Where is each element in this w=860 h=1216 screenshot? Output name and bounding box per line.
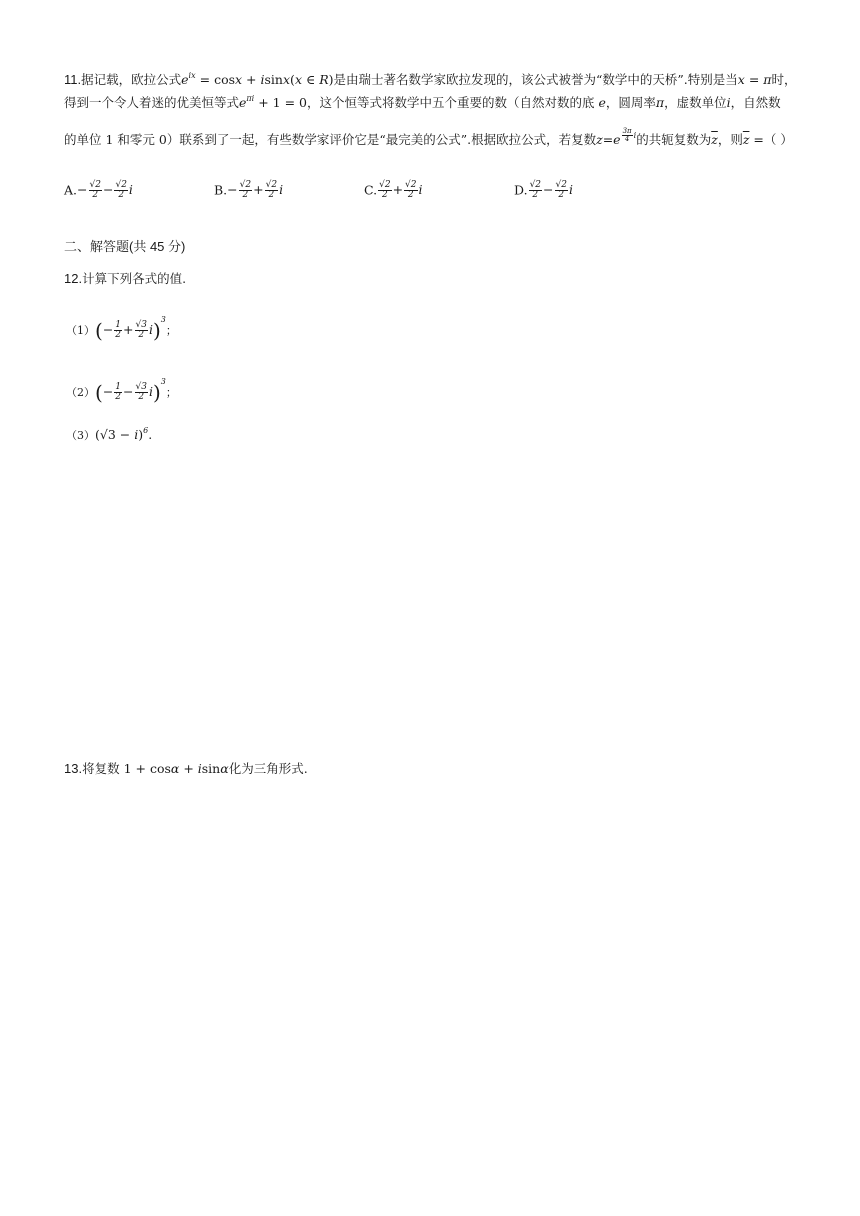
math-e: e — [594, 95, 606, 110]
q11-text: ，则 — [717, 131, 743, 147]
q11-text: ，自然数 — [730, 95, 781, 110]
item-end: . — [148, 427, 153, 442]
math-i: i — [726, 95, 731, 110]
answer-blank: （ ） — [763, 131, 793, 147]
q12-item-3 — [66, 427, 152, 442]
option-label: C. — [364, 182, 378, 198]
option-c[interactable] — [364, 181, 423, 201]
q11-text: ，虚数单位 — [664, 95, 727, 110]
q12-text: 计算下列各式的值. — [82, 271, 187, 286]
item-end: ； — [165, 324, 177, 337]
option-label: D. — [514, 182, 528, 198]
q12-item-2 — [66, 378, 177, 403]
math-z-bar: $\overline{z}$ — [711, 131, 718, 147]
q11-text: 据记载，欧拉公式 — [81, 72, 182, 87]
q11-line-1 — [64, 72, 797, 87]
option-label: A. — [64, 182, 78, 198]
q11-text: 得到一个令人着迷的优美恒等式 — [64, 95, 240, 110]
q11-line-2 — [64, 95, 781, 110]
q13-text: 化为三角形式. — [228, 761, 308, 776]
item-label: （3） — [66, 429, 95, 442]
option-a[interactable] — [64, 181, 133, 201]
q13-stem — [64, 762, 308, 776]
item-expression: $(√3 - i)^6$ — [95, 426, 149, 442]
q11-line-3 — [64, 128, 793, 146]
option-expression: $\frac{√2}{2}$ − $\frac{√2}{2}$ i — [529, 180, 573, 201]
question-number: 13. — [64, 761, 83, 776]
q11-text: ，圆周率 — [605, 95, 656, 110]
q11-text: 时， — [771, 72, 797, 87]
item-label: （2） — [66, 386, 95, 399]
euler-identity: $e^{\pi i} + 1 = 0$ — [239, 94, 308, 110]
question-number: 11. — [64, 72, 82, 87]
option-expression: − $\frac{√2}{2}$ − $\frac{√2}{2}$ i — [77, 180, 133, 201]
q11-text: 是由瑞士著名数学家欧拉发现的，该公式被誉为“数学中的天桥”.特别是当 — [333, 72, 738, 87]
item-expression: (− $\frac{1}{2}$ − $\frac{√3}{2}$ i)$^3$ — [95, 377, 166, 405]
q12-stem — [64, 272, 186, 286]
euler-formula: $e^{ix} = \cos x + isinx(x$ ∈ R) — [181, 71, 334, 87]
item-label: （1） — [66, 324, 95, 337]
section-heading: 二、解答题(共 45 分) — [64, 239, 186, 254]
option-expression: $\frac{√2}{2}$ + $\frac{√2}{2}$ i — [379, 180, 423, 201]
q11-text: 的单位 1 和零元 0）联系到了一起，有些数学家评价它是“最完美的公式”.根据欧拉公式，若复数 — [64, 131, 597, 147]
option-label: B. — [214, 182, 228, 198]
item-end: ； — [165, 386, 177, 399]
q13-text: 将复数 — [82, 761, 120, 776]
math-z-definition: z=e $^{\frac{3\pi}{4} i}$ — [596, 127, 637, 147]
math-z-bar-eq: $\overline{z}$ = — [742, 131, 764, 147]
q11-text: ，这个恒等式将数学中五个重要的数（自然对数的底 — [307, 95, 595, 110]
q11-text: 的共轭复数为 — [636, 131, 712, 147]
q13-expression: 1 + cosα + isinα — [119, 761, 229, 776]
option-d[interactable] — [514, 181, 573, 201]
item-expression: (− $\frac{1}{2}$ + $\frac{√3}{2}$ i)$^3$ — [95, 315, 166, 343]
option-expression: − $\frac{√2}{2}$ + $\frac{√2}{2}$ i — [227, 180, 284, 201]
question-number: 12. — [64, 271, 83, 286]
q12-item-1 — [66, 316, 177, 341]
math-pi: π — [655, 95, 665, 110]
math-x-eq-pi: x = π — [737, 72, 772, 87]
option-b[interactable] — [214, 181, 283, 201]
